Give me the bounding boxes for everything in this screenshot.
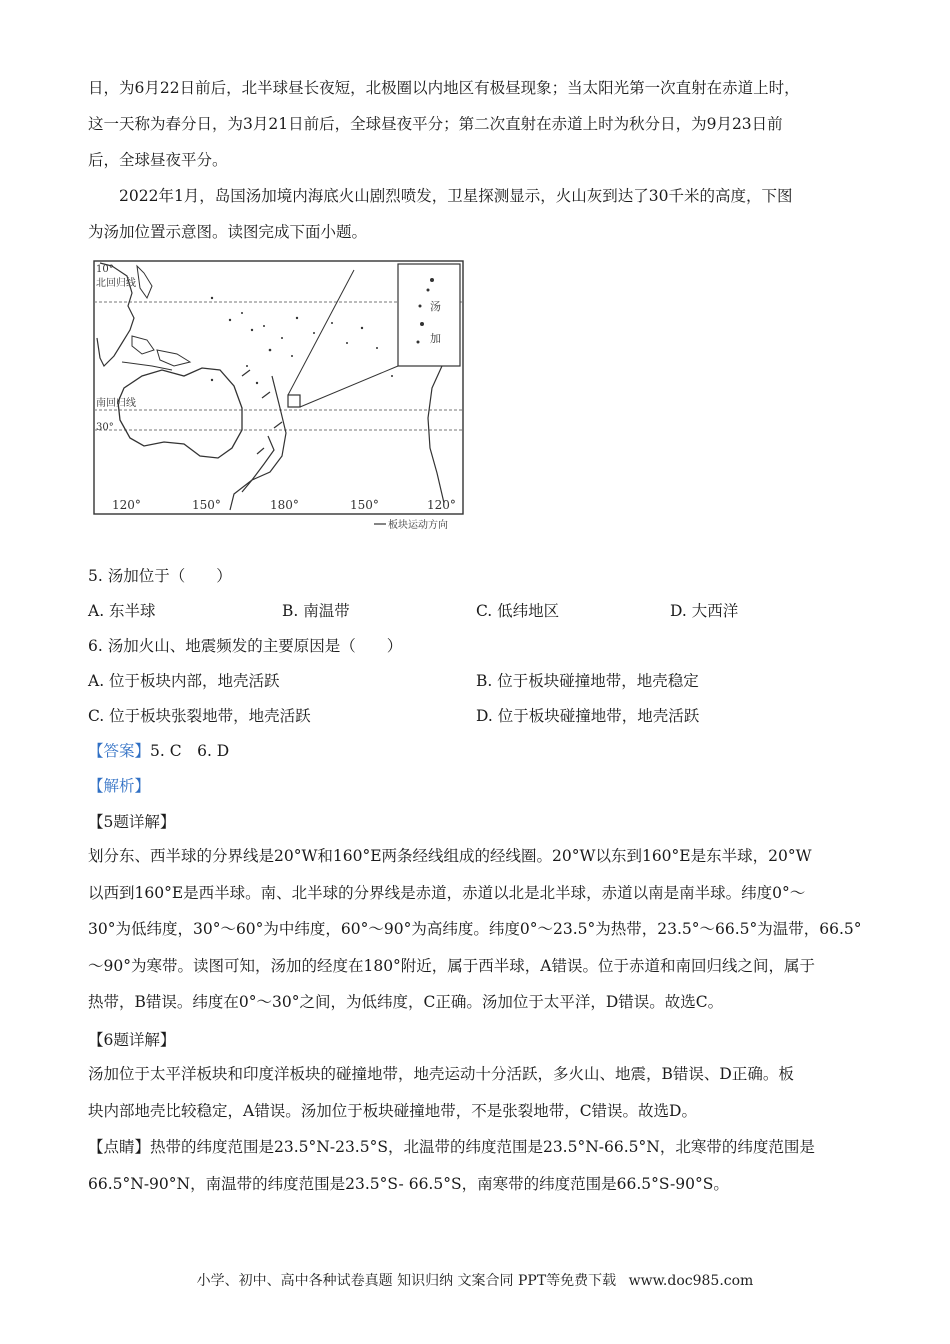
intro-line: 这一天称为春分日，为3月21日前后，全球昼夜平分；第二次直射在赤道上时为秋分日，为9月23日前 — [88, 115, 783, 133]
footer-site[interactable]: www.doc985.com — [628, 1273, 754, 1289]
intro-line: 后，全球昼夜平分。 — [88, 151, 228, 169]
q5-option-a: A. 东半球 — [88, 602, 156, 620]
d6-line: 汤加位于太平洋板块和印度洋板块的碰撞地带，地壳运动十分活跃，多火山、地震，B错误、D正确。板 — [88, 1065, 794, 1083]
tip-label: 【点睛】 — [88, 1138, 151, 1156]
tip-line: 【点睛】热带的纬度范围是23.5°N-23.5°S，北温带的纬度范围是23.5°N-66.5°N，北寒带的纬度范围是 — [88, 1138, 815, 1156]
page-footer — [0, 1270, 950, 1290]
q5-stem: 5. 汤加位于（ ） — [88, 567, 232, 585]
map-legend: 板块运动方向 — [388, 520, 448, 531]
intro-line: 日，为6月22日前后，北半球昼长夜短，北极圈以内地区有极昼现象；当太阳光第一次直射在赤道上时， — [88, 79, 800, 97]
d6-line: 块内部地壳比较稳定，A错误。汤加位于板块碰撞地带，不是张裂地带，C错误。故选D。 — [88, 1101, 697, 1120]
q6-option-a: A. 位于板块内部，地壳活跃 — [88, 672, 280, 690]
tip-block — [88, 1129, 868, 1202]
q5-option-d: D. 大西洋 — [670, 602, 739, 620]
d6-body — [88, 1056, 868, 1129]
inset-label: 加 — [430, 332, 441, 345]
footer-text: 小学、初中、高中各种试卷真题 知识归纳 文案合同 PPT等免费下载 — [196, 1273, 617, 1289]
q6-stem: 6. 汤加火山、地震频发的主要原因是（ ） — [88, 637, 403, 655]
d5-line: 划分东、西半球的分界线是20°W和160°E两条经线组成的经线圈。20°W以东到160°E是东半球，20°W — [88, 847, 812, 865]
q6-option-b: B. 位于板块碰撞地带，地壳稳定 — [476, 672, 699, 690]
q5-option-c: C. 低纬地区 — [476, 602, 560, 620]
lon-label: 150° — [350, 498, 379, 512]
answer-line — [88, 741, 229, 761]
d5-line: 30°为低纬度，30°～60°为中纬度，60°～90°为高纬度。纬度0°～23.5°为热带，23.5°～66.5°为温带，66.5° — [88, 920, 862, 938]
tip-line: 66.5°N-90°N，南温带的纬度范围是23.5°S- 66.5°S，南寒带的纬度范围是66.5°S-90°S。 — [88, 1174, 729, 1193]
intro-paragraph — [88, 70, 868, 178]
d5-line: ～90°为寒带。读图可知，汤加的经度在180°附近，属于西半球，A错误。位于赤道和南回归线之间，属于 — [88, 956, 816, 975]
question-stem — [88, 178, 868, 250]
stem-line: 为汤加位置示意图。读图完成下面小题。 — [88, 223, 368, 241]
lat-label: 10° — [96, 264, 114, 275]
inset-frame — [398, 264, 460, 366]
d5-title: 【5题详解】 — [88, 813, 176, 831]
q5-option-b: B. 南温带 — [282, 602, 350, 620]
d5-line: 热带，B错误。纬度在0°～30°之间，为低纬度，C正确。汤加位于太平洋，D错误。故选C。 — [88, 993, 724, 1011]
lon-label: 120° — [112, 498, 141, 512]
stem-line: 2022年1月，岛国汤加境内海底火山剧烈喷发，卫星探测显示，火山灰到达了30千米的高度，下图 — [119, 187, 793, 205]
inset-label: 汤 — [430, 300, 441, 313]
lat-label: 北回归线 — [96, 278, 136, 289]
d6-title: 【6题详解】 — [88, 1031, 176, 1049]
tonga-location-map — [92, 258, 472, 534]
d5-line: 以西到160°E是西半球。南、北半球的分界线是赤道，赤道以北是北半球，赤道以南是南半球。纬度0°～ — [88, 883, 806, 902]
d5-body — [88, 838, 868, 1021]
answer-text: 5. C 6. D — [150, 742, 230, 760]
lat-label: 30° — [96, 422, 114, 433]
lon-label: 120° — [427, 498, 456, 512]
q6-option-d: D. 位于板块碰撞地带，地壳活跃 — [476, 707, 700, 725]
analysis-label: 【解析】 — [88, 777, 151, 795]
answer-label: 【答案】 — [88, 742, 151, 760]
lat-label: 南回归线 — [96, 398, 136, 409]
lon-label: 180° — [270, 498, 299, 512]
q6-option-c: C. 位于板块张裂地带，地壳活跃 — [88, 707, 311, 725]
lon-label: 150° — [192, 498, 221, 512]
